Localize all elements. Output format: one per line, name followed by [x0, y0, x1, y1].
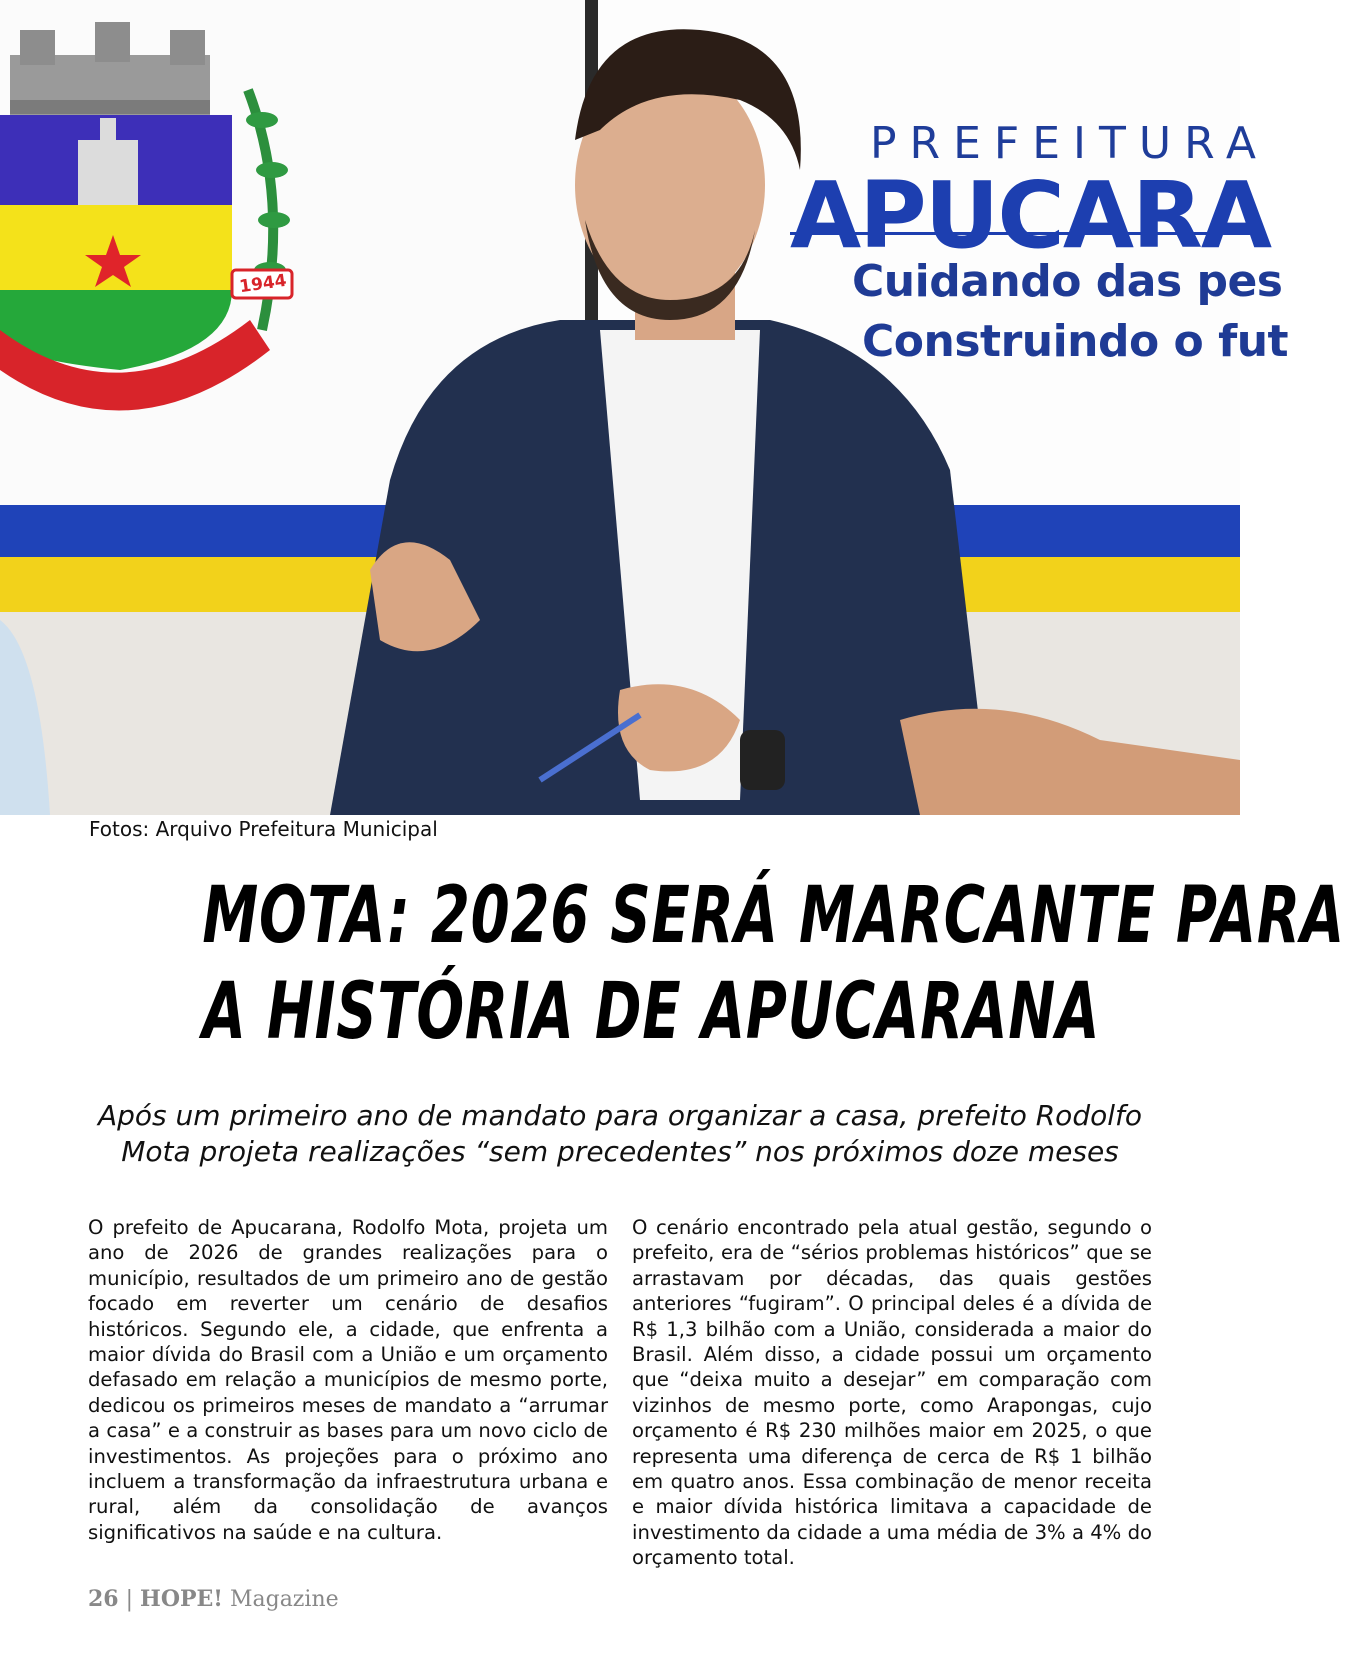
banner-city-text: APUCARA — [790, 162, 1271, 269]
banner-tagline-1: Cuidando das pes — [852, 256, 1283, 307]
headline-line-2: A HISTÓRIA DE APUCARANA — [202, 967, 1101, 1057]
banner-tagline-2: Construindo o fut — [862, 316, 1289, 367]
magazine-brand: HOPE! — [140, 1586, 223, 1612]
article-headline — [40, 868, 1345, 1060]
article-subtitle: Após um primeiro ano de mandato para organizar a casa, prefeito Rodolfo Mota projeta realizações “sem precedentes” nos próximos doze meses — [98, 1099, 1142, 1168]
article-body-column-left: O prefeito de Apucarana, Rodolfo Mota, projeta um ano de 2026 de grandes realizações para o município, resultados de um primeiro ano de gestão focado em reverter um cenário de desafios históricos. Segundo ele, a cidade, que enfrenta a maior dívida do Brasil com a União e um orçamento defasado em relação a municípios de mesmo porte, dedicou os primeiros meses de mandato a “arrumar a casa” e a construir as bases para um novo ciclo de investimentos. As projeções para o próximo ano incluem a transformação da infraestrutura urbana e rural, além da consolidação de avanços significativos na saúde e na cultura. — [88, 1216, 608, 1544]
hero-photo — [0, 0, 1289, 815]
page-number: 26 — [88, 1586, 119, 1612]
footer-separator: | — [125, 1587, 134, 1612]
seal-year-label: 1944 — [238, 270, 288, 298]
page-footer — [88, 1586, 339, 1612]
banner-prefeitura-text: PREFEITURA — [870, 118, 1269, 169]
article-body-column-right: O cenário encontrado pela atual gestão, segundo o prefeito, era de “sérios problemas históricos” que se arrastavam por décadas, das quais gestões anteriores “fugiram”. O principal deles é a dívida de R$ 1,3 bilhão com a União, considerada a maior do Brasil. Além disso, a cidade possui um orçamento que “deixa muito a desejar” em comparação com vizinhos de mesmo porte, como Arapongas, cujo orçamento é R$ 230 milhões maior em 2025, o que representa uma diferença de cerca de R$ 1 bilhão em quatro anos. Essa combinação de menor receita e maior dívida histórica limitava a capacidade de investimento da cidade a uma média de 3% a 4% do orçamento total. — [632, 1216, 1152, 1570]
headline-line-1: MOTA: 2026 SERÁ MARCANTE PARA — [202, 871, 1345, 961]
photo-credit: Fotos: Arquivo Prefeitura Municipal — [89, 817, 438, 841]
magazine-suffix: Magazine — [229, 1587, 339, 1612]
